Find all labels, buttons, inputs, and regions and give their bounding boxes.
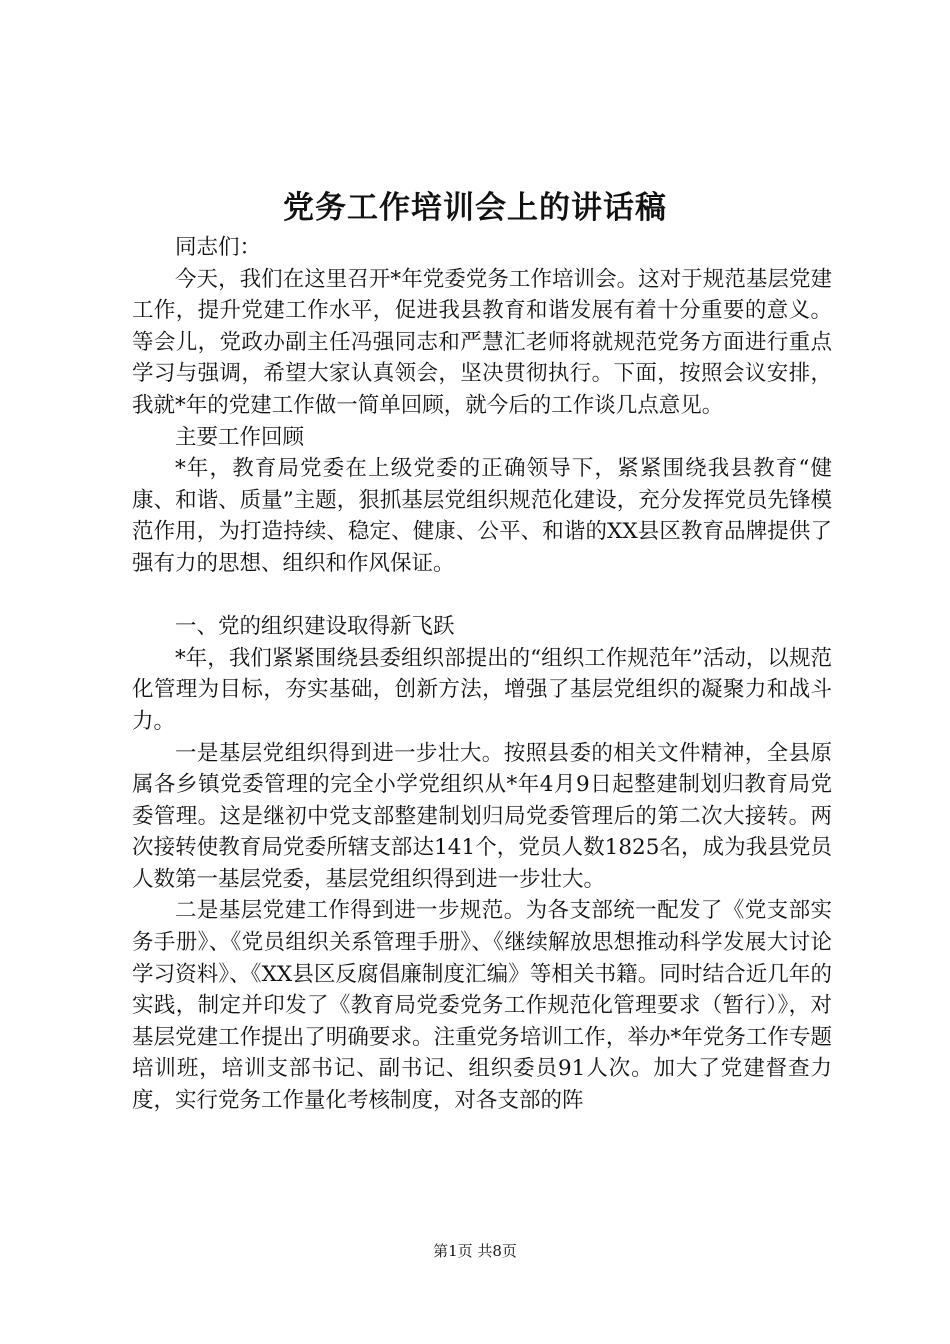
document-title: 党务工作培训会上的讲话稿 (283, 190, 667, 226)
section-heading-organization: 一、党的组织建设取得新飞跃 (175, 614, 455, 640)
review-summary-paragraph: *年，教育局党委在上级党委的正确领导下，紧紧围绕我县教育“健康、和谐、质量”主题，狠抓基层党组织规范化建设，充分发挥党员先锋模范作用，为打造持续、稳定、健康、公平、和谐的XX县区教育品牌提供了强有力的思想、组织和作风保证。 (132, 456, 832, 576)
document-body (132, 232, 832, 1117)
point-two-paragraph: 二是基层党建工作得到进一步规范。为各支部统一配发了《党支部实务手册》、《党员组织关系管理手册》、《继续解放思想推动科学发展大讨论学习资料》、《XX县区反腐倡廉制度汇编》等相关书籍。同时结合近几年的实践，制定并印发了《教育局党委党务工作规范化管理要求（暂行）》，对基层党建工作提出了明确要求。注重党务培训工作，举办*年党务工作专题培训班，培训支部书记、副书记、组织委员91人次。加大了党建督查力度，实行党务工作量化考核制度，对各支部的阵 (132, 898, 832, 1114)
page-number-footer: 第1页 共8页 (433, 1242, 517, 1260)
point-one-paragraph: 一是基层党组织得到进一步壮大。按照县委的相关文件精神，全县原属各乡镇党委管理的完全小学党组织从*年4月9日起整建制划归教育局党委管理。这是继初中党支部整建制划归局党委管理后的第二次大接转。两次接转使教育局党委所辖支部达141个，党员人数1825名，成为我县党员人数第一基层党委，基层党组织得到进一步壮大。 (132, 740, 832, 892)
opening-paragraph: 今天，我们在这里召开*年党委党务工作培训会。这对于规范基层党建工作，提升党建工作水平，促进我县教育和谐发展有着十分重要的意义。等会儿，党政办副主任冯强同志和严慧汇老师将就规范党务方面进行重点学习与强调，希望大家认真领会，坚决贯彻执行。下面，按照会议安排，我就*年的党建工作做一简单回顾，就今后的工作谈几点意见。 (132, 266, 832, 418)
organization-intro-paragraph: *年，我们紧紧围绕县委组织部提出的“组织工作规范年”活动，以规范化管理为目标，夯实基础，创新方法，增强了基层党组织的凝聚力和战斗力。 (132, 645, 832, 734)
section-heading-review: 主要工作回顾 (175, 424, 305, 450)
salutation: 同志们： (175, 235, 262, 260)
